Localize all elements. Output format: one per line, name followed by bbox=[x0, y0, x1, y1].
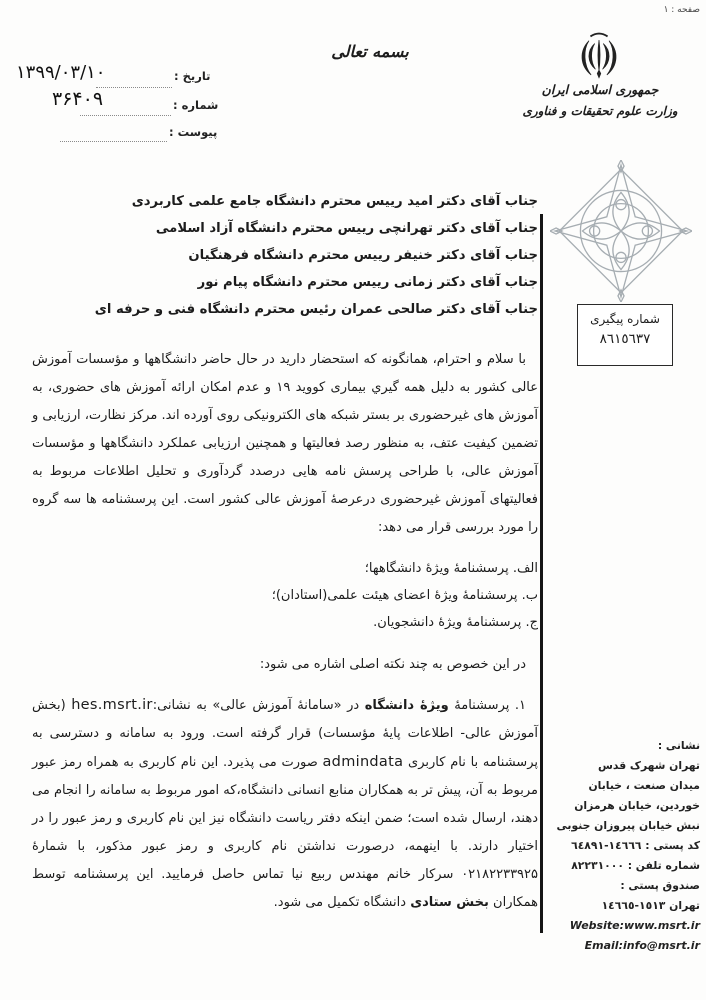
questionnaire-item: الف. پرسشنامۀ ویژۀ دانشگاهها؛ bbox=[364, 561, 538, 576]
number-dotted-line bbox=[80, 114, 171, 116]
pobox-label: صندوق پستی : bbox=[620, 879, 700, 892]
recipient-line: جناب آقای دکتر صالحی عمران رئیس محترم دانشگاه فنی و حرفه ای bbox=[94, 302, 538, 317]
letter-body bbox=[32, 188, 538, 917]
address-line: نبش خیابان پیروزان جنوبی bbox=[556, 819, 700, 832]
number-value: ۳۶۴۰۹ bbox=[52, 88, 104, 110]
date-value: ۱۳۹۹/۰۳/۱۰ bbox=[16, 62, 106, 83]
recipient-line: جناب آقای دکتر امید رییس محترم دانشگاه جامع علمی کاربردی bbox=[131, 194, 538, 209]
number-label: شماره : bbox=[173, 98, 219, 112]
questionnaire-list bbox=[32, 555, 538, 636]
questionnaire-item: ب. پرسشنامۀ ویژۀ اعضای هیئت علمی(استادان)؛ bbox=[271, 588, 538, 603]
address-line: خوردین، خیابان هرمزان bbox=[574, 799, 700, 812]
opening-paragraph: با سلام و احترام، همانگونه که استحضار دارید در حال حاضر دانشگاهها و مؤسسات آموزش عالی کشور به دلیل همه گیري بیماری کووید ۱۹ و عدم امکان ارائه آموزش های حضوری، به آموزش های غیرحضوری بر بستر شبکه های الکترونیکی روی آورده اند. مرکز نظارت، ارزیابی و تضمین کیفیت عتف، به منظور رصد فعالیتها و همچنین ارزیابی عملکرد دانشگاهها و مؤسسات آموزش عالی، با طراحی پرسش نامه هایی درصدد گردآوری و تحلیل اطلاعات مربوط به فعالیتهای آموزش غیرحضوری درعرصۀ آموزش عالی کشور است. این پرسشنامه ها سه گروه را مورد بررسی قرار می دهد: bbox=[31, 352, 538, 535]
date-dotted-line bbox=[96, 86, 172, 88]
tracking-number-label: شماره پیگیری bbox=[590, 312, 660, 326]
address-line: میدان صنعت ، خیابان bbox=[588, 779, 700, 792]
tracking-number-value: ٨٦١٥٦٣٧ bbox=[599, 331, 651, 347]
contact-block bbox=[552, 736, 700, 956]
notes-intro: در این خصوص به چند نکته اصلی اشاره می شود: bbox=[259, 657, 526, 672]
phone-line: شماره تلفن : ٨٢٢٣١٠٠٠ bbox=[571, 859, 700, 872]
ornamental-star-stamp-icon bbox=[550, 160, 692, 302]
iran-emblem-icon bbox=[576, 30, 622, 80]
vertical-divider-line bbox=[540, 214, 543, 933]
questionnaire-item: ج. پرسشنامۀ ویژۀ دانشجویان. bbox=[373, 615, 538, 630]
pobox-line: تهران ١٥١٣-١٤٦٦٥ bbox=[601, 899, 700, 912]
date-label: تاریخ : bbox=[174, 69, 211, 83]
postal-code-line: کد پستی : ١٤٦٦٦-٦٤٨٩١ bbox=[571, 839, 700, 852]
recipient-line: جناب آقای دکتر زمانی رییس محترم دانشگاه پیام نور bbox=[197, 275, 538, 290]
tracking-number-box bbox=[577, 304, 673, 366]
address-line: تهران شهرک قدس bbox=[597, 759, 700, 772]
email-line: Email:info@msrt.ir bbox=[584, 939, 700, 952]
recipient-line: جناب آقای دکتر تهرانچی رییس محترم دانشگاه آزاد اسلامی bbox=[155, 221, 538, 236]
recipient-line: جناب آقای دکتر خنیفر رییس محترم دانشگاه فرهنگیان bbox=[188, 248, 538, 263]
page-number-label: صفحه : ۱ bbox=[663, 5, 700, 15]
bismillah-heading: بسمه تعالی bbox=[331, 42, 409, 61]
website-line: Website:www.msrt.ir bbox=[569, 919, 700, 932]
postal-code-value: ١٤٦٦٦-٦٤٨٩١ bbox=[571, 839, 642, 852]
attachment-dotted-line bbox=[60, 140, 167, 142]
address-label: نشانی : bbox=[657, 739, 700, 752]
ministry-title: وزارت علوم تحقیقات و فناوری bbox=[522, 104, 678, 118]
pobox-value: ١٥١٣-١٤٦٦٥ bbox=[601, 899, 666, 912]
government-title: جمهوری اسلامی ایران bbox=[541, 82, 659, 97]
note-1-paragraph: ۱. پرسشنامۀ ویژۀ دانشگاه در «سامانۀ آموزش عالی» به نشانی:hes.msrt.ir (بخش آموزش عالی- اطلاعات پایۀ مؤسسات) قرار گرفته است. ورود به سامانه و دسترسی به پرسشنامه با نام کاربری admindata صورت می پذیرد. این نام کاربری به همراه رمز عبور مربوط به آن، پیش تر به همکاران منابع انسانی دانشگاه،که امور مربوط به سامانه را انجام می دهند، ارسال شده است؛ ضمن اینکه دفتر ریاست دانشگاه نیز این نام کاربری و رمز عبور را در اختیار دارند. با اینهمه، درصورت نداشتن نام کاربری و رمز عبور مذکور، با شمارۀ ۰۲۱۸۲۲۳۳۹۲۵ سرکار خانم مهندس ربیع نیا تماس حاصل فرمایید. این پرسشنامه توسط همکاران بخش ستادی دانشگاه تکمیل می شود. bbox=[32, 697, 538, 910]
phone-value: ٨٢٢٣١٠٠٠ bbox=[571, 859, 624, 872]
attachment-label: پیوست : bbox=[169, 125, 218, 139]
